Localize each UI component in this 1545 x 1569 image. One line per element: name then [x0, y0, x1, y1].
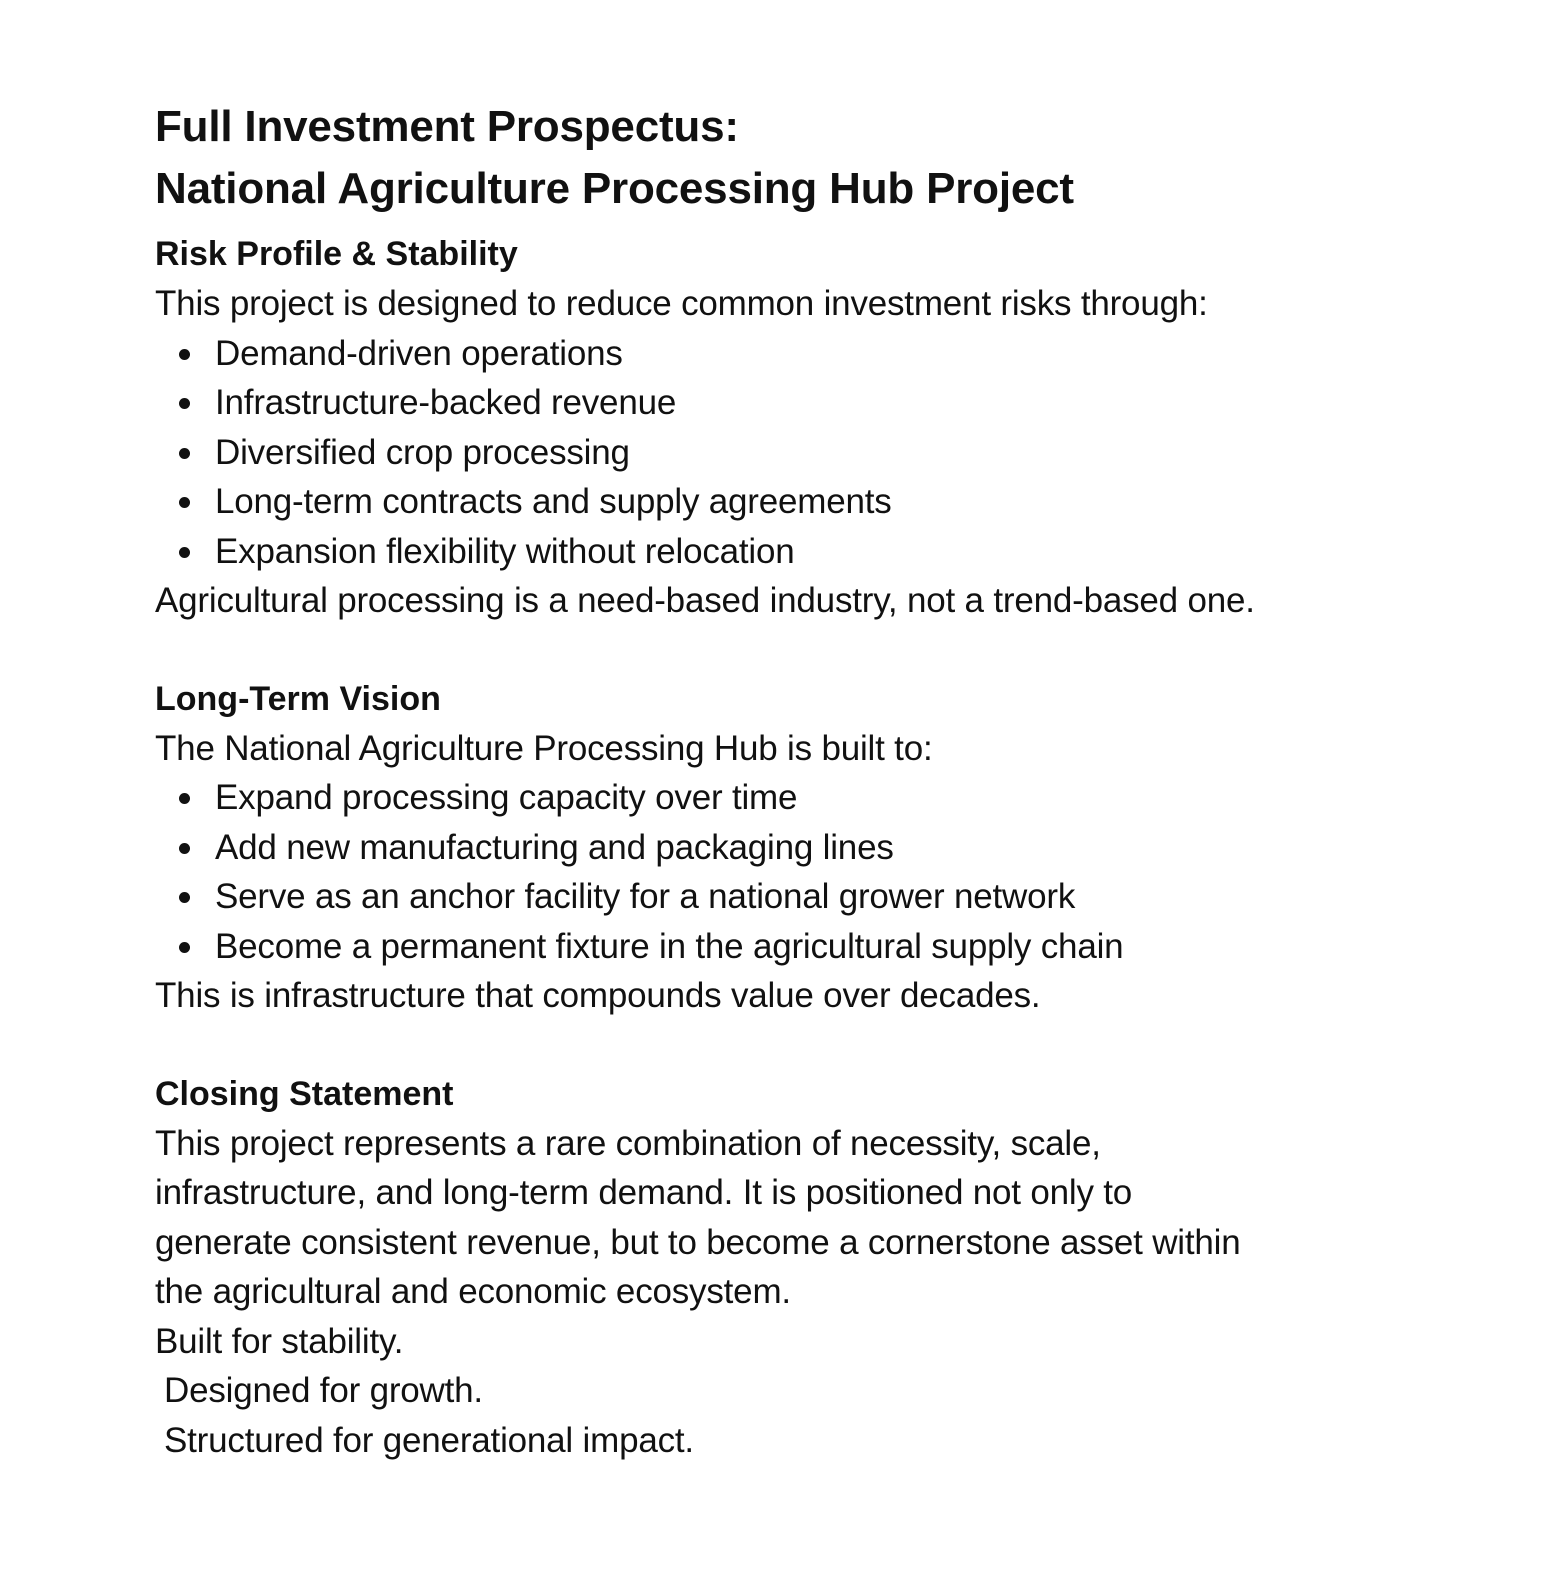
tagline: Built for stability. — [155, 1321, 404, 1361]
list-item — [155, 428, 1435, 478]
bullet-icon — [179, 448, 190, 459]
vision-bullet-list — [155, 773, 1435, 971]
vision-heading: Long-Term Vision — [155, 679, 441, 718]
list-item-text: Add new manufacturing and packaging lines — [215, 827, 894, 867]
list-item-text: Expansion flexibility without relocation — [215, 531, 795, 571]
vision-intro: The National Agriculture Processing Hub is built to: — [155, 728, 933, 768]
vision-outro: This is infrastructure that compounds value over decades. — [155, 976, 1041, 1015]
list-item — [155, 823, 1435, 873]
risk-intro: This project is designed to reduce common investment risks through: — [155, 284, 1208, 323]
list-item — [155, 527, 1435, 577]
section-risk-profile — [155, 230, 1435, 626]
list-item — [155, 329, 1435, 379]
section-long-term-vision — [155, 675, 1435, 1021]
list-item-text: Diversified crop processing — [215, 432, 630, 472]
risk-bullet-list — [155, 329, 1435, 577]
list-item-text: Demand-driven operations — [215, 333, 623, 373]
closing-line: This project represents a rare combination of necessity, scale, — [155, 1123, 1101, 1163]
document-title — [155, 96, 1435, 220]
tagline: Structured for generational impact. — [164, 1420, 694, 1460]
document-page — [155, 96, 1435, 1465]
risk-outro: Agricultural processing is a need-based industry, not a trend-based one. — [155, 581, 1255, 620]
closing-line: generate consistent revenue, but to become a cornerstone asset within — [155, 1222, 1241, 1262]
bullet-icon — [179, 497, 190, 508]
title-line-1: Full Investment Prospectus: — [155, 102, 739, 151]
bullet-icon — [179, 547, 190, 558]
section-spacer — [155, 626, 1435, 675]
tagline: Designed for growth. — [164, 1371, 483, 1410]
list-item — [155, 922, 1435, 972]
bullet-icon — [179, 843, 190, 854]
list-item — [155, 477, 1435, 527]
list-item-text: Become a permanent fixture in the agricultural supply chain — [215, 926, 1124, 966]
bullet-icon — [179, 942, 190, 953]
list-item-text: Long-term contracts and supply agreements — [215, 482, 892, 521]
bullet-icon — [179, 349, 190, 360]
title-line-2: National Agriculture Processing Hub Project — [155, 164, 1074, 213]
closing-heading: Closing Statement — [155, 1074, 454, 1113]
bullet-icon — [179, 892, 190, 903]
risk-heading: Risk Profile & Stability — [155, 235, 518, 273]
closing-line: the agricultural and economic ecosystem. — [155, 1272, 791, 1311]
section-spacer — [155, 1021, 1435, 1070]
bullet-icon — [179, 398, 190, 409]
section-closing-statement — [155, 1070, 1435, 1466]
bullet-icon — [179, 793, 190, 804]
list-item — [155, 378, 1435, 428]
list-item-text: Expand processing capacity over time — [215, 778, 798, 817]
list-item — [155, 773, 1435, 823]
list-item — [155, 872, 1435, 922]
list-item-text: Serve as an anchor facility for a national grower network — [215, 877, 1076, 916]
list-item-text: Infrastructure-backed revenue — [215, 383, 677, 422]
closing-line: infrastructure, and long-term demand. It is positioned not only to — [155, 1173, 1133, 1212]
